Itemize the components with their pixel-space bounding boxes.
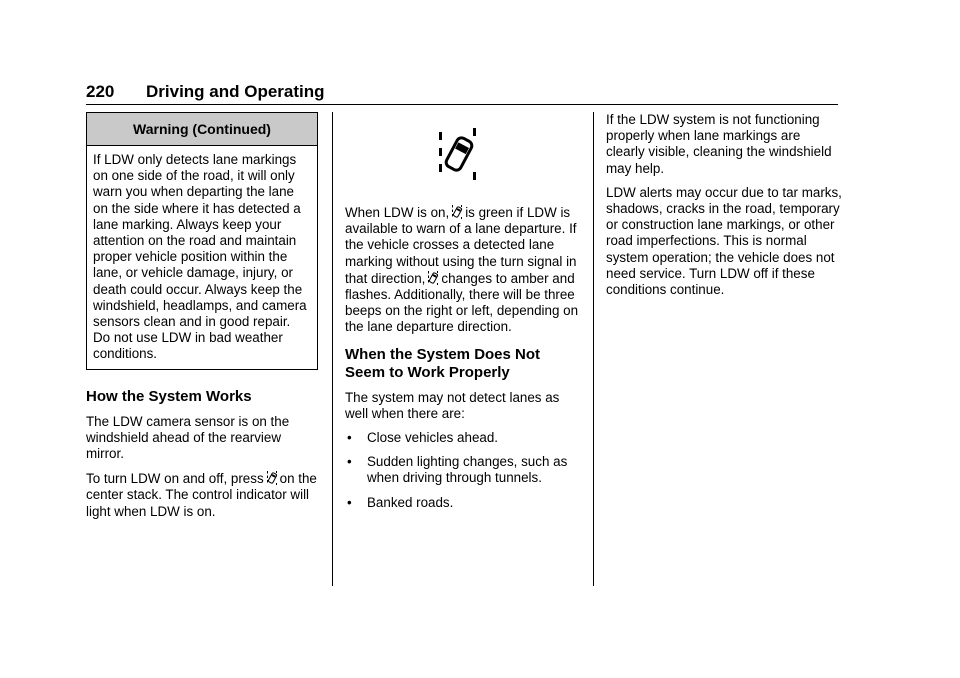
list-item-text: Close vehicles ahead. <box>367 430 499 446</box>
column-divider-1 <box>332 112 333 586</box>
list-item-text: Sudden lighting changes, such as when driving through tunnels. <box>367 454 568 486</box>
lane-departure-icon <box>451 204 463 220</box>
section-heading-not-work: When the System Does Not Seem to Work Properly <box>345 345 541 381</box>
paragraph-not-detect: The system may not detect lanes as well when there are: <box>345 389 560 421</box>
column-2 <box>345 112 581 519</box>
page-number: 220 <box>86 82 115 101</box>
list-item <box>345 454 581 486</box>
warning-body: If LDW only detects lane markings on one side of the road, it will only warn you when departing the lane on the side where it has detected a lane marking. Always keep your attention on the road and maintain proper vehicle position within the lane, or vehicle damage, injury, or death could occur. Always keep the windshield, headlamps, and camera sensors clean and in good repair. Do not use LDW in bad weather conditions. <box>93 152 307 362</box>
bullet: • <box>347 430 352 446</box>
column-1 <box>86 112 318 528</box>
conditions-list <box>345 430 581 511</box>
column-3 <box>606 112 842 306</box>
section-heading-how-works: How the System Works <box>86 387 252 405</box>
text-segment: changes to amber and flashes. Additionally, there will be three beeps on the right or left, depending on the lane departure direction. <box>345 270 579 335</box>
column-divider-2 <box>593 112 594 586</box>
lane-departure-icon <box>427 270 439 286</box>
list-item <box>345 495 581 511</box>
lane-departure-illustration <box>345 112 581 180</box>
paragraph-cleaning: If the LDW system is not functioning properly when lane markings are clearly visible, cleaning the windshield may help. <box>606 112 832 176</box>
bullet: • <box>347 494 352 510</box>
page-title: Driving and Operating <box>146 82 325 101</box>
text-segment: on the center stack. The control indicator will light when LDW is on. <box>86 471 317 519</box>
lane-departure-large-icon <box>437 128 481 180</box>
page-header <box>86 82 838 106</box>
paragraph-ldw-on <box>345 204 581 336</box>
text-segment: To turn LDW on and off, press <box>86 471 264 487</box>
paragraph-camera-sensor: The LDW camera sensor is on the windshield ahead of the rearview mirror. <box>86 413 290 462</box>
text-segment: is green if LDW is available to warn of a lane departure. If the vehicle crosses a detected lane marking without using the turn signal in that direction, <box>345 205 577 286</box>
paragraph-alerts: LDW alerts may occur due to tar marks, shadows, cracks in the road, temporary or construction lane markings, or other road imperfections. This is normal system operation; the vehicle does not need service. Turn LDW off if these conditions continue. <box>606 184 842 298</box>
bullet: • <box>347 454 352 470</box>
lane-departure-icon <box>266 470 278 486</box>
warning-box <box>86 112 318 370</box>
warning-title: Warning (Continued) <box>87 113 317 146</box>
list-item-text: Banked roads. <box>367 494 454 510</box>
paragraph-turn-on-off <box>86 470 318 520</box>
list-item <box>345 430 581 446</box>
text-segment: When LDW is on, <box>345 205 450 220</box>
header-rule <box>86 104 838 105</box>
